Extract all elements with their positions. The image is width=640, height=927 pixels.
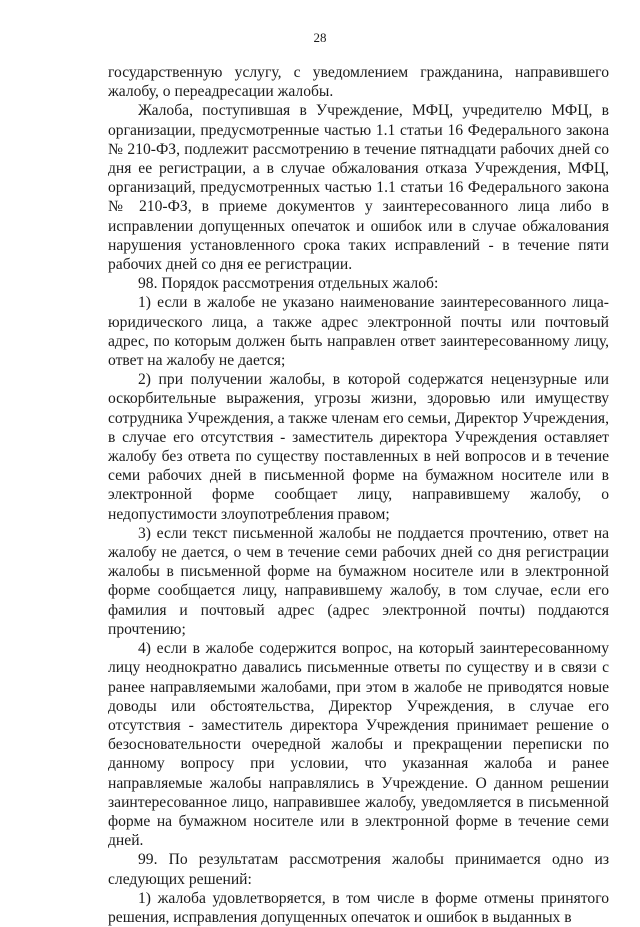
paragraph: 99. По результатам рассмотрения жалобы принимается одно из следующих решений: bbox=[108, 851, 609, 888]
paragraph: 2) при получении жалобы, в которой содержатся нецензурные или оскорбительные выражения, угрозы жизни, здоровью или имуществу сотрудника Учреждения, а также членам его семьи, Директор Учреждения, в случае его отсутствия - заместитель директора Учреждения оставляет жалобу без ответа по существу поставленных в ней вопросов и в течение семи рабочих дней в письменной форме на бумажном носителе или в электронной форме сообщает лицу, направившему жалобу, о недопустимости злоупотребления правом; bbox=[108, 371, 609, 523]
paragraph: Жалоба, поступившая в Учреждение, МФЦ, учредителю МФЦ, в организации, предусмотренные частью 1.1 статьи 16 Федерального закона № 210-ФЗ, подлежит рассмотрению в течение пятнадцати рабочих дней со дня ее регистрации, а в случае обжалования отказа Учреждения, МФЦ, организаций, предусмотренных частью 1.1 статьи 16 Федерального закона № 210-ФЗ, в приеме документов у заинтересованного лица либо в исправлении допущенных опечаток и ошибок или в случае обжалования нарушения установленного срока таких исправлений - в течение пяти рабочих дней со дня ее регистрации. bbox=[108, 102, 609, 274]
paragraph: 4) если в жалобе содержится вопрос, на который заинтересованному лицу неоднократно давались письменные ответы по существу и в связи с ранее направляемыми жалобами, при этом в жалобе не приводятся новые доводы или обстоятельства, Директор Учреждения, в случае его отсутствия - заместитель директора Учреждения принимает решение о безосновательности очередной жалобы и прекращении переписки по данному вопросу при условии, что указанная жалоба и ранее направляемые жалобы направлялись в Учреждение. О данном решении заинтересованное лицо, направившее жалобу, уведомляется в письменной форме на бумажном носителе или в электронной форме в течение семи дней. bbox=[108, 640, 609, 850]
paragraph: 1) если в жалобе не указано наименование заинтересованного лица-юридического лица, а также адрес электронной почты или почтовый адрес, по которым должен быть направлен ответ заинтересованному лицу, ответ на жалобу не дается; bbox=[108, 294, 609, 370]
page-number: 28 bbox=[313, 30, 327, 45]
paragraph: 1) жалоба удовлетворяется, в том числе в форме отмены принятого решения, исправления допущенных опечаток и ошибок в выданных в bbox=[108, 889, 609, 926]
paragraph: государственную услугу, с уведомлением гражданина, направившего жалобу, о переадресации жалобы. bbox=[108, 64, 609, 101]
paragraph: 3) если текст письменной жалобы не поддается прочтению, ответ на жалобу не дается, о чем в течение семи рабочих дней со дня регистрации жалобы в письменной форме на бумажном носителе или в электронной форме сообщается лицу, направившему жалобу, в том случае, если его фамилия и почтовый адрес (адрес электронной почты) поддаются прочтению; bbox=[108, 524, 609, 638]
document-body bbox=[108, 63, 609, 927]
paragraph: 98. Порядок рассмотрения отдельных жалоб: bbox=[138, 275, 439, 293]
